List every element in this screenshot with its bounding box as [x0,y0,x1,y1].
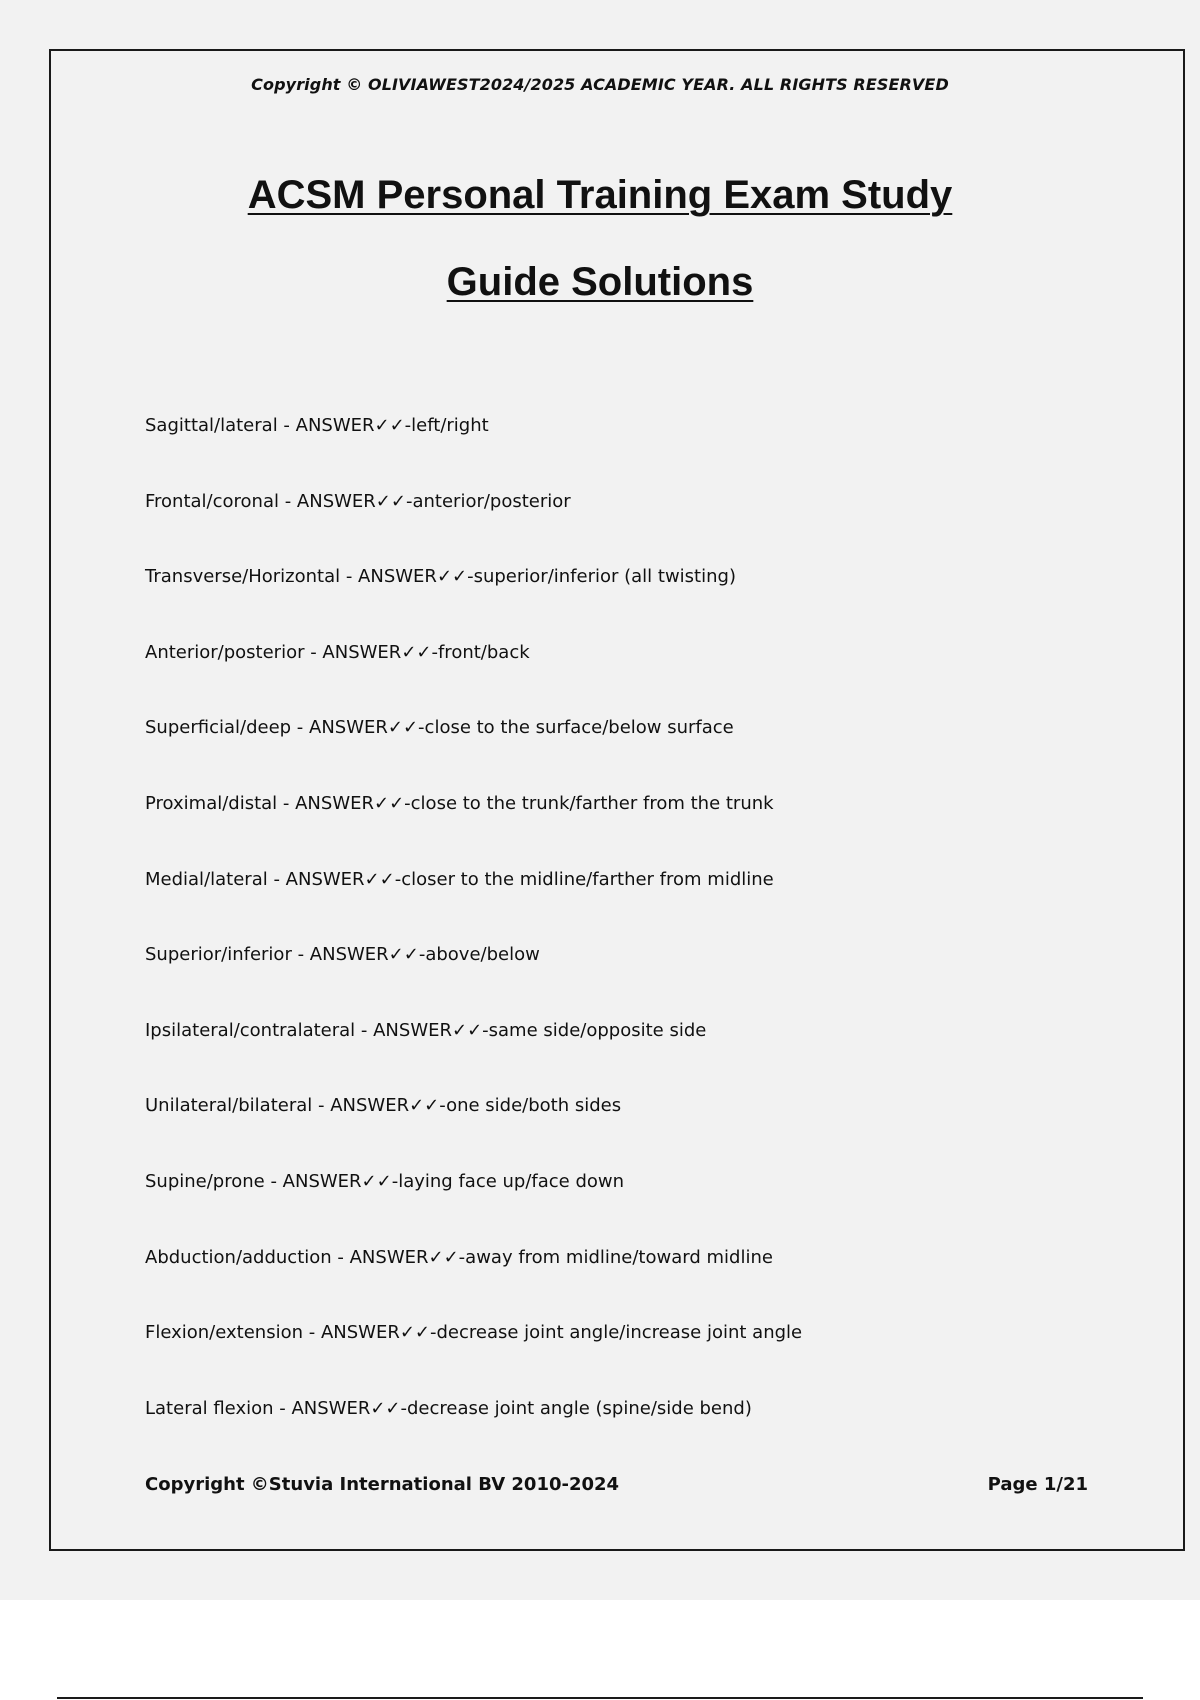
title-line-2-text: Guide Solutions [446,260,754,304]
qa-item: Medial/lateral - ANSWER✓✓-closer to the midline/farther from midline [145,868,774,890]
qa-item: Proximal/distal - ANSWER✓✓-close to the trunk/farther from the trunk [145,792,774,814]
qa-item: Unilateral/bilateral - ANSWER✓✓-one side/both sides [145,1095,622,1117]
qa-item: Anterior/posterior - ANSWER✓✓-front/back [145,641,530,663]
qa-item: Supine/prone - ANSWER✓✓-laying face up/face down [145,1170,625,1192]
qa-item: Sagittal/lateral - ANSWER✓✓-left/right [145,415,489,436]
qa-item: Transverse/Horizontal - ANSWER✓✓-superior/inferior (all twisting) [145,566,736,588]
header-copyright: Copyright © OLIVIAWEST2024/2025 ACADEMIC YEAR. ALL RIGHTS RESERVED [251,75,949,94]
qa-item: Flexion/extension - ANSWER✓✓-decrease joint angle/increase joint angle [145,1322,803,1344]
qa-item: Superior/inferior - ANSWER✓✓-above/below [145,944,540,966]
qa-item: Superficial/deep - ANSWER✓✓-close to the surface/below surface [145,717,734,739]
qa-item: Frontal/coronal - ANSWER✓✓-anterior/posterior [145,490,571,512]
next-page-divider [57,1697,1143,1699]
qa-list [145,414,802,1472]
qa-item: Lateral flexion - ANSWER✓✓-decrease joint angle (spine/side bend) [145,1397,752,1419]
document-title-line-1 [0,173,1200,218]
footer-copyright: Copyright ©Stuvia International BV 2010-2024 [145,1474,620,1495]
page-indicator: Page 1/21 [987,1474,1088,1495]
title-line-1-text: ACSM Personal Training Exam Study [247,173,953,217]
qa-item: Ipsilateral/contralateral - ANSWER✓✓-same side/opposite side [145,1019,707,1041]
document-title-line-2 [0,260,1200,305]
qa-item: Abduction/adduction - ANSWER✓✓-away from midline/toward midline [145,1246,773,1268]
